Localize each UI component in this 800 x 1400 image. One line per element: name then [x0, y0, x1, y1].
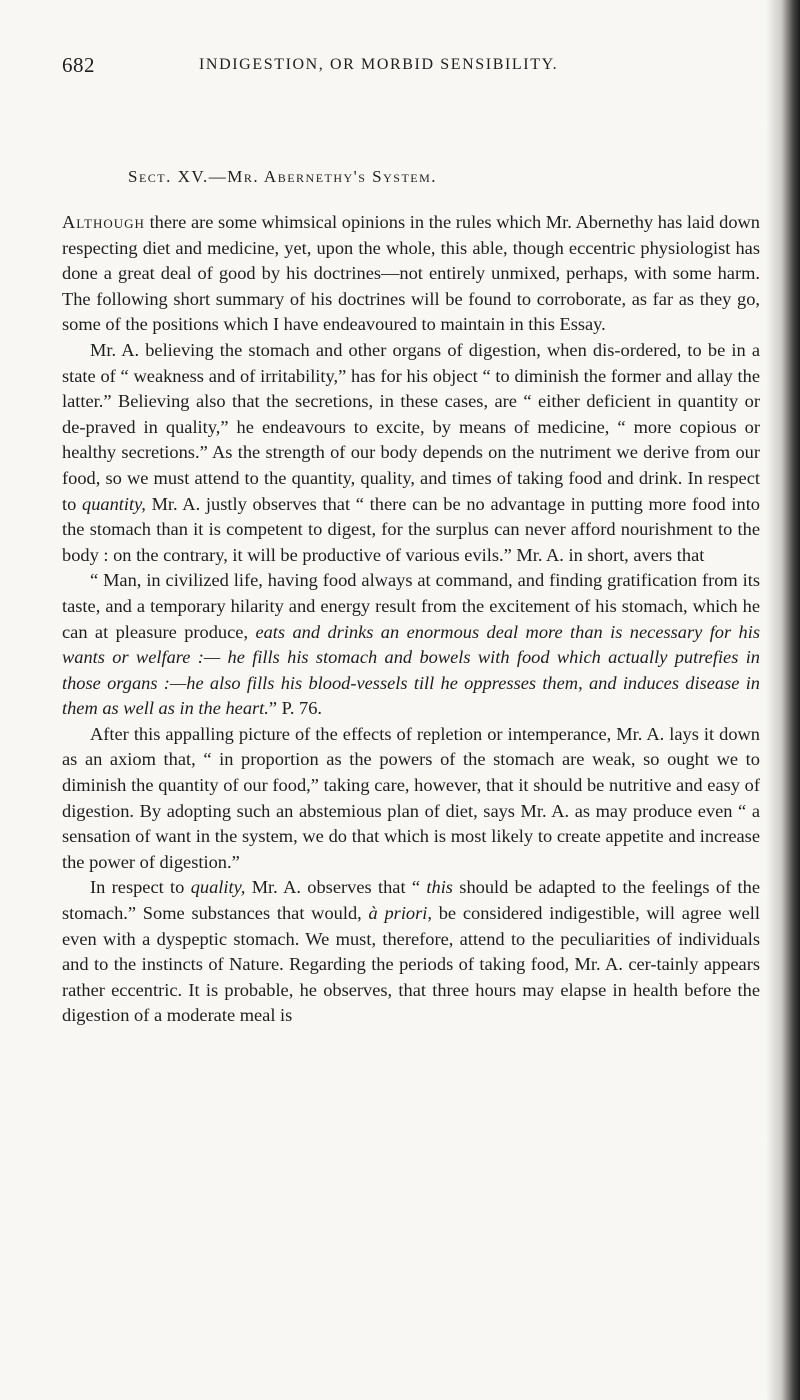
- running-title: INDIGESTION, OR MORBID SENSIBILITY.: [199, 56, 559, 73]
- page-edge-shadow: [766, 0, 800, 1400]
- paragraph-2: [62, 338, 760, 568]
- paragraph-2-italic: quantity,: [82, 493, 146, 514]
- paragraph-3-quote: [62, 568, 760, 722]
- paragraph-5-italic-1: quality,: [190, 877, 246, 898]
- paragraph-5-italic-2: this: [426, 877, 453, 898]
- page-number: 682: [62, 53, 95, 77]
- paragraph-1: [62, 210, 760, 338]
- paragraph-3-text-a: “ Man, in civilized life, having food always at command, and finding gratification from its taste, and a temporary hilarity and energy result from the excitement of his stomach, which he can at pleasure produce,: [62, 570, 760, 642]
- paragraph-2-text-a: Mr. A. believing the stomach and other organs of digestion, when dis-ordered, to be in a state of “ weakness and of irritability,” has for his object “ to diminish the former and allay the latter.” Believing also that the secretions, in these cases, are “ either deficient in quantity or de-praved in quality,” he endeavours to excite, by means of medicine, “ more copious or healthy secretions.” As the strength of our body depends on the nutriment we derive from our food, so we must attend to the quantity, quality, and times of taking food and drink. In respect to: [62, 339, 760, 514]
- paragraph-5: [62, 875, 760, 1029]
- paragraph-5-text-d: be considered indigestible, will agree well even with a dyspeptic stomach. We must, therefore, attend to the peculiarities of individuals and to the instincts of Nature. Regarding the periods of taking food, Mr. A. cer-tainly appears rather eccentric. It is probable, he observes, that three hours may elapse in health before the digestion of a moderate meal is: [62, 903, 760, 1026]
- body-text: [62, 210, 760, 1029]
- section-heading: Sect. XV.—Mr. Abernethy's System.: [128, 167, 438, 186]
- paragraph-4-text: After this appalling picture of the effects of repletion or intemperance, Mr. A. lays it down as an axiom that, “ in proportion as the powers of the stomach are weak, so ought we to diminish the quantity of our food,” taking care, however, that it should be nutritive and easy of digestion. By adopting such an abstemious plan of diet, says Mr. A. as may produce even “ a sensation of want in the system, we do that which is most likely to create appetite and increase the power of digestion.”: [62, 723, 760, 872]
- paragraph-5-italic-3: à priori,: [368, 903, 432, 924]
- paragraph-4: [62, 722, 760, 876]
- running-head: [62, 53, 762, 77]
- paragraph-2-text-b: Mr. A. justly observes that “ there can be no advantage in putting more food into the stomach than it is competent to digest, for the surplus can never afford nourishment to the body : on the contrary, it will be productive of various evils.” Mr. A. in short, avers that: [62, 493, 760, 565]
- paragraph-5-text-a: In respect to: [90, 877, 191, 898]
- paragraph-1-text: there are some whimsical opinions in the rules which Mr. Abernethy has laid down respecting diet and medicine, yet, upon the whole, this able, though eccentric physiologist has done a great deal of good by his doctrines—not entirely unmixed, perhaps, with some harm. The following short summary of his doctrines will be found to corroborate, as far as they go, some of the positions which I have endeavoured to maintain in this Essay.: [62, 212, 760, 335]
- paragraph-5-text-b: Mr. A. observes that “: [245, 877, 427, 898]
- paragraph-3-italic: eats and drinks an enormous deal more than is necessary for his wants or welfare :— he fills his stomach and bowels with food which actually putrefies in those organs :—he also fills his blood-vessels till he oppresses them, and induces disease in them as well as in the heart.: [62, 621, 761, 719]
- paragraph-3-text-b: ” P. 76.: [268, 698, 323, 719]
- paragraph-5-text-c: should be adapted to the feelings of the stomach.” Some substances that would,: [62, 877, 760, 924]
- paragraph-1-lead: Although: [62, 212, 145, 232]
